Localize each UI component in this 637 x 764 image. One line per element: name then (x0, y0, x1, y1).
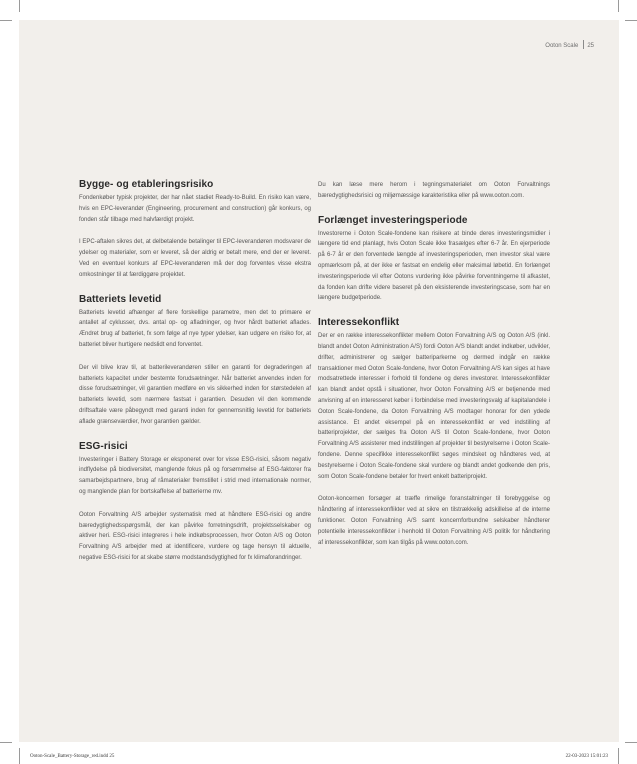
body-paragraph: Batteriets levetid afhænger af flere forskellige parametre, men det to primære er antallet af cyklusser, dvs. antal op- og afladninger, og hvor hårdt batteriet aflades. Ændret brug af batteriet, fx som følge af nye typer ydelser, kan udgøre en risiko for, at batteriet bliver hurtigere nedslidt end forventet. (79, 309, 311, 348)
crop-mark (0, 20, 12, 21)
section-heading: Forlænget investeringsperiode (318, 214, 468, 226)
section-heading: Bygge- og etableringsrisiko (79, 179, 214, 190)
crop-mark (618, 0, 619, 12)
section-intro (318, 180, 550, 202)
section-interessekonflikt (318, 316, 550, 548)
body-paragraph: Der vil blive krav til, at batterileverandøren stiller en garanti for degraderingen af batteriets kapacitet under bestemte forudsætninger. Når batteriet anvendes inden for disse forudsætninger, vil garantien medføre en vis sikkerhed inden for størstedelen af batteriets levetid, som nærmere fastsat i garantien. Desuden vil den kommende driftsaftale være påbegyndt med garanti inden for gennemsnitlig levetid for batteriets aflade grænseværdier, hvor garantien gælder. (79, 364, 311, 425)
crop-mark (618, 748, 619, 764)
section-heading: Batteriets levetid (79, 293, 162, 305)
body-paragraph: Investeringer i Battery Storage er eksponeret over for visse ESG-risici, såsom negativ indflydelse på biodiversitet, manglende fokus på og forsømmelse af ESG-faktorer fra samarbejdspartnere, brug af råmaterialer fremstillet i strid med internationale normer, og manglende plan for bortskaffelse af batterierne mv. (79, 456, 311, 495)
crop-mark (625, 20, 637, 21)
print-slug-file: Ooton-Scale_Battery-Storage_red.indd 25 (30, 754, 115, 759)
crop-mark (0, 742, 12, 743)
section-batteriets-levetid (79, 293, 311, 428)
crop-mark (19, 0, 20, 12)
body-paragraph: Ooton-koncernen forsøger at træffe rimelige foranstaltninger til forebyggelse og håndtering af interessekonflikter ved at sikre en tilstrækkelig adskillelse af de interne funktioner. Ooton Forvaltning A/S samt koncernforbundne selskaber håndterer potentielle interessekonflikter i henhold til Ooton Forvaltning A/S politik for håndtering af interessekonflikter, som kan tilgås på www.ooton.com. (318, 496, 550, 546)
crop-mark (19, 748, 20, 764)
brand-name: Ooton Scale (545, 43, 579, 49)
print-slug-timestamp: 22-03-2023 15:01:23 (565, 754, 608, 759)
crop-mark (625, 742, 637, 743)
body-paragraph: Investorerne i Ooton Scale-fondene kan risikere at binde deres investeringsmidler i længere tid end planlagt, hvis Ooton Scale ikke frasælges efter 6-7 år. En ejerperiode på 6-7 år er den forventede længde af investeringsperioden, men investor skal være opmærksom på, at der ikke er fastsat en endelig eller maksimal løbetid. En forlænget investeringsperiode vil efter Ootons vurdering ikke påvirke forventningerne til afkastet, da fonden kan drifte videre baseret på den eksisterende investeringscase, som har en længere budgetperiode. (318, 230, 550, 302)
body-paragraph: Fondenkøber typisk projekter, der har nået stadiet Ready-to-Build. En risiko kan være, hvis en EPC-leverandør (Engineering, procurement and construction) går konkurs, og fonden står tilbage med halvfærdigt projekt. (79, 195, 311, 223)
body-paragraph: I EPC-aftalen sikres det, at delbetalende betalinger til EPC-leverandøren modsvarer de ydelser og materialer, som er leveret, så der aldrig er betalt mere, end der er leveret. Ved en eventuel konkurs af EPC-leverandøren må der dog forventes visse ekstra omkostninger til at færdiggøre projektet. (79, 239, 311, 278)
right-column (318, 180, 550, 560)
section-heading: ESG-risici (79, 440, 128, 452)
body-paragraph: Der er en række interessekonflikter mellem Ooton Forvaltning A/S og Ooton A/S (inkl. blandt andet Ooton Administration A/S) fordi Ooton A/S blandt andet indkøber, udvikler, drifter, administrerer og sælger batteriparkerne og dermed indgår en række transaktioner med Ooton Scale-fondene, hvor Ooton Forvaltning A/S kan siges at have modsatrettede interesser i forhold til fondene og deres investorer. Interessekonflikter kan blandt andet opstå i situationer, hvor Ooton Forvaltning A/S er betjenende med anvisning af en interesseret køber i forbindelse med investeringsvalg af kapitalandele i Ooton Scale-fondene, da Ooton Forvaltning A/S modtager honorar for den ydede assistance. Et andet eksempel på en interessekonflikt er ved indstilling af batteriprojekter, der sælges fra Ooton A/S til Ooton Scale-fondene, hvor Ooton Forvaltning A/S assisterer med indstillingen af projekter til bestyrelserne i Ooton Scale-fondene. Denne specifikke interessekonflikt søges mindsket og håndteres ved, at bestyrelserne i Ooton Scale-fondene skal vurdere og blandt andet godkende den pris, som Ooton Scale-fondene betaler for hvert enkelt batteriprojekt. (318, 333, 550, 480)
section-bygge-og-etableringsrisiko (79, 178, 311, 281)
running-header (545, 40, 594, 49)
header-divider (583, 40, 584, 49)
section-esg-risici (79, 440, 311, 564)
page-number: 25 (587, 43, 594, 49)
section-forl-nget-investeringsperiode (318, 214, 550, 305)
section-heading: Interessekonflikt (318, 317, 400, 329)
body-paragraph: Ooton Forvaltning A/S arbejder systematisk med at håndtere ESG-risici og andre bæredygtighedsspørgsmål, der kan påvirke forretningsdrift, projektsselskaber og aktiver heri. ESG-risici integreres i hele indkøbsprocessen, hvor Ooton A/S og Ooton Forvaltning A/S arbejder med at identificere, vurdere og tage hensyn til aktuelle, negative ESG-risici for at skabe større modstandsdygtighed for fx klimaforandringer. (79, 511, 311, 561)
left-column (79, 178, 311, 576)
body-paragraph: Du kan læse mere herom i tegningsmaterialet om Ooton Forvaltnings bæredygtighedsrisici og miljømæssige karakteristika eller på www.ooton.com. (318, 182, 550, 199)
